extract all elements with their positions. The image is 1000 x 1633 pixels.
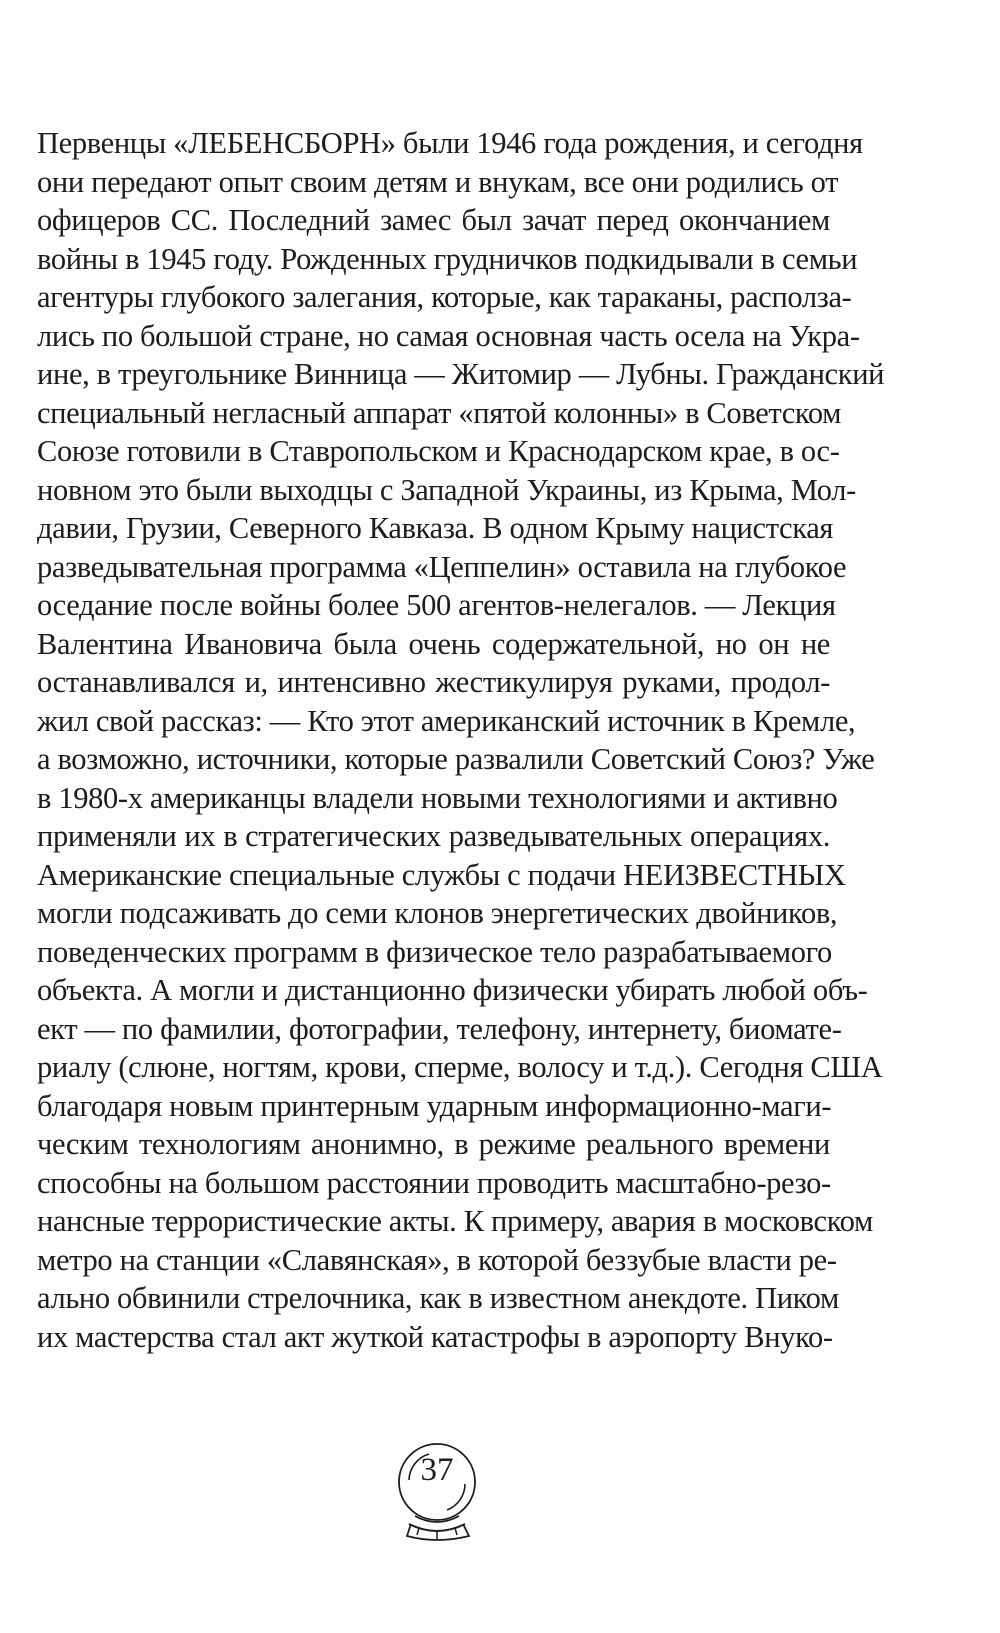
text-line: Первенцы «ЛЕБЕНСБОРН» были 1946 года рождения, и сегодня — [37, 126, 863, 160]
text-line: давии, Грузии, Северного Кавказа. В одном Крыму нацистская — [37, 511, 834, 545]
text-line: ально обвинили стрелочника, как в известном анекдоте. Пиком — [37, 1281, 839, 1315]
text-line: ект — по фамилии, фотографии, телефону, интернету, биомате- — [37, 1011, 842, 1046]
text-line: разведывательная программа «Цеппелин» оставила на глубокое — [37, 549, 847, 584]
text-line: агентуры глубокого залегания, которые, как тараканы, располза- — [37, 280, 852, 314]
text-line: способны на большом расстоянии проводить масштабно-резо- — [37, 1165, 831, 1200]
text-line: специальный негласный аппарат «пятой колонны» в Советском — [37, 395, 842, 430]
text-line: Американские специальные службы с подачи НЕИЗВЕСТНЫХ — [37, 857, 846, 892]
text-line: метро на станции «Славянская», в которой беззубые власти ре- — [37, 1242, 837, 1277]
text-line: благодаря новым принтерным ударным информационно-маги- — [37, 1088, 832, 1123]
text-line: Валентина Ивановича была очень содержательной, но он не — [37, 626, 830, 661]
text-line: их мастерства стал акт жуткой катастрофы в аэропорту Внуко- — [37, 1319, 833, 1354]
text-line: могли подсаживать до семи клонов энергетических двойников, — [37, 896, 838, 930]
text-line: в 1980-х американцы владели новыми технологиями и активно — [37, 780, 838, 815]
text-line: ине, в треугольнике Винница — Житомир — Лубны. Гражданский — [37, 357, 885, 391]
text-line: применяли их в стратегических разведывательных операциях. — [37, 819, 830, 853]
text-line: новном это были выходцы с Западной Украины, из Крыма, Мол- — [37, 472, 856, 507]
body-text — [37, 124, 885, 1356]
text-line: ческим технологиям анонимно, в режиме реального времени — [37, 1127, 830, 1161]
text-line: офицеров СС. Последний замес был зачат перед окончанием — [37, 203, 830, 237]
text-line: лись по большой стране, но самая основная часть осела на Укра- — [37, 318, 860, 353]
text-line: останавливался и, интенсивно жестикулируя руками, продол- — [37, 665, 830, 699]
text-line: а возможно, источники, которые развалили Советский Союз? Уже — [37, 742, 875, 776]
text-line: объекта. А могли и дистанционно физически убирать любой объ- — [37, 973, 868, 1007]
text-line: они передают опыт своим детям и внукам, все они родились от — [37, 164, 839, 199]
text-line: Союзе готовили в Ставропольском и Краснодарском крае, в ос- — [37, 434, 840, 468]
text-line: поведенческих программ в физическое тело разрабатываемого — [37, 934, 832, 969]
text-line: войны в 1945 году. Рожденных грудничков подкидывали в семьи — [37, 241, 858, 276]
text-line: нансные террористические акты. К примеру, авария в московском — [37, 1204, 873, 1238]
text-line: жил свой рассказ: — Кто этот американский источник в Кремле, — [37, 703, 856, 738]
text-line: оседание после войны более 500 агентов-нелегалов. — Лекция — [37, 588, 836, 622]
page-number-ornament — [389, 1440, 499, 1550]
text-line: риалу (слюне, ногтям, крови, сперме, волосу и т.д.). Сегодня США — [37, 1050, 883, 1084]
page-number: 37 — [420, 1452, 454, 1488]
